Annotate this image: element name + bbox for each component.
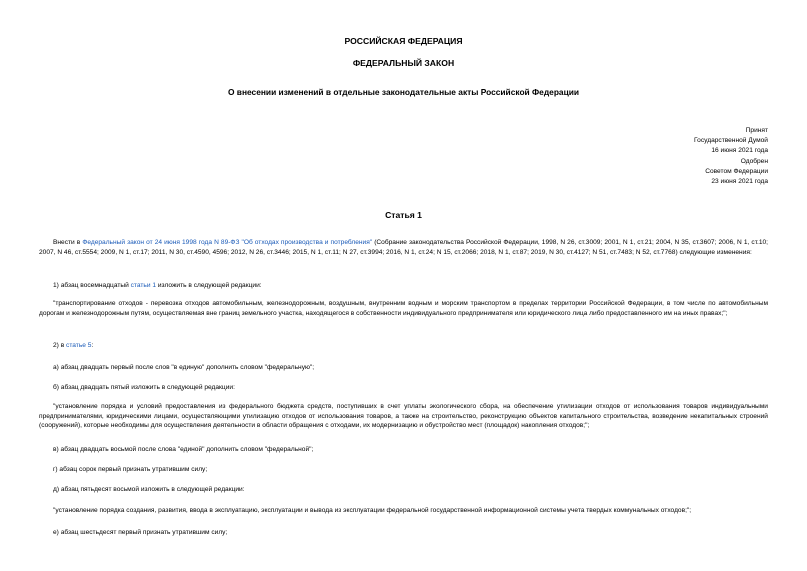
adoption-line: Одобрен <box>740 157 768 165</box>
country-heading: РОССИЙСКАЯ ФЕДЕРАЦИЯ <box>344 36 463 46</box>
law-type-heading: ФЕДЕРАЛЬНЫЙ ЗАКОН <box>352 58 455 68</box>
article-heading: Статья 1 <box>385 210 422 220</box>
paragraph <box>39 341 768 351</box>
article-1-link[interactable]: статьи 1 <box>130 282 157 289</box>
adoption-line: Государственной Думой <box>694 137 768 145</box>
adoption-line: Принят <box>745 127 768 134</box>
article-5-link[interactable]: статье 5 <box>66 342 92 349</box>
paragraph: "установление порядка и условий предоставления из федерального бюджета средств, поступивших в счет уплаты экологического сбора, на обеспечение утилизации отходов от использования товаров индивидуальными предпринимателями, юридическими лицами, осуществляющими утилизацию отходов от использования товаров, а также на строительство, реконструкцию объектов капитального строительства, возведение некапитальных строений (сооружений), которые необходимы для осуществления деятельности в области обращения с отходами, их модернизацию и обустройство мест (площадок) накопления отходов;"; <box>39 403 768 430</box>
law-title: О внесении изменений в отдельные законодательные акты Российской Федерации <box>227 87 580 97</box>
paragraph-text: изложить в следующей редакции: <box>156 282 262 289</box>
paragraph <box>39 281 768 291</box>
adoption-line: Советом Федерации <box>705 167 768 175</box>
paragraph: а) абзац двадцать первый после слов "в единую" дополнить словом "федеральную"; <box>53 364 315 371</box>
paragraph-text: (Собрание законодательства Российской Федерации, 1998, N 26, ст.3009; 2001, N 1, ст.21; 2004, N 35, ст.3607; 2006, N 1, ст.10; 2007, N 46, ст.5554; 2009, N 1, ст.17; 2011, N 30, ст.4590, 4596; 2012, N 26, ст.3446; 2015, N 1, ст.11; N 27, ст.3994; 2016, N 1, ст.24; N 15, ст.2066; 2018, N 1, ст.87; 2019, N 30, ст.4127; N 51, ст.7483; N 52, ст.7768) следующие изменения: <box>39 239 768 256</box>
paragraph-text: 1) абзац восемнадцатый <box>53 282 131 289</box>
paragraph: в) абзац двадцать восьмой после слова "единой" дополнить словом "федеральной"; <box>53 446 314 453</box>
paragraph: д) абзац пятьдесят восьмой изложить в следующей редакции: <box>53 486 245 493</box>
adoption-block <box>694 126 768 187</box>
law-reference-link[interactable]: Федеральный закон от 24 июня 1998 года N 89-ФЗ "Об отходах производства и потребления" <box>82 239 373 246</box>
paragraph: "установление порядка создания, развития, ввода в эксплуатацию, эксплуатации и вывода из эксплуатации федеральной государственной информационной системы учета твердых коммунальных отходов;"; <box>53 507 692 514</box>
paragraph: е) абзац шестьдесят первый признать утратившим силу; <box>53 529 228 536</box>
adoption-line: 23 июня 2021 года <box>711 178 768 186</box>
paragraph-text: : <box>91 342 94 349</box>
paragraph: г) абзац сорок первый признать утратившим силу; <box>53 466 208 473</box>
paragraph: б) абзац двадцать пятый изложить в следующей редакции: <box>53 384 235 391</box>
paragraph-text: Внести в <box>53 239 83 246</box>
paragraph <box>39 238 768 257</box>
adoption-line: 16 июня 2021 года <box>711 147 768 155</box>
paragraph: "транспортирование отходов - перевозка отходов автомобильным, железнодорожным, воздушным, внутренним водным и морским транспортом в пределах территории Российской Федерации, в том числе по автомобильным дорогам и железнодорожным путям, осуществляемая вне границ земельного участка, находящегося в собственности индивидуального предпринимателя или юридического лица либо предоставленного им на иных правах;"; <box>39 300 768 317</box>
paragraph-text: 2) в <box>53 342 67 349</box>
